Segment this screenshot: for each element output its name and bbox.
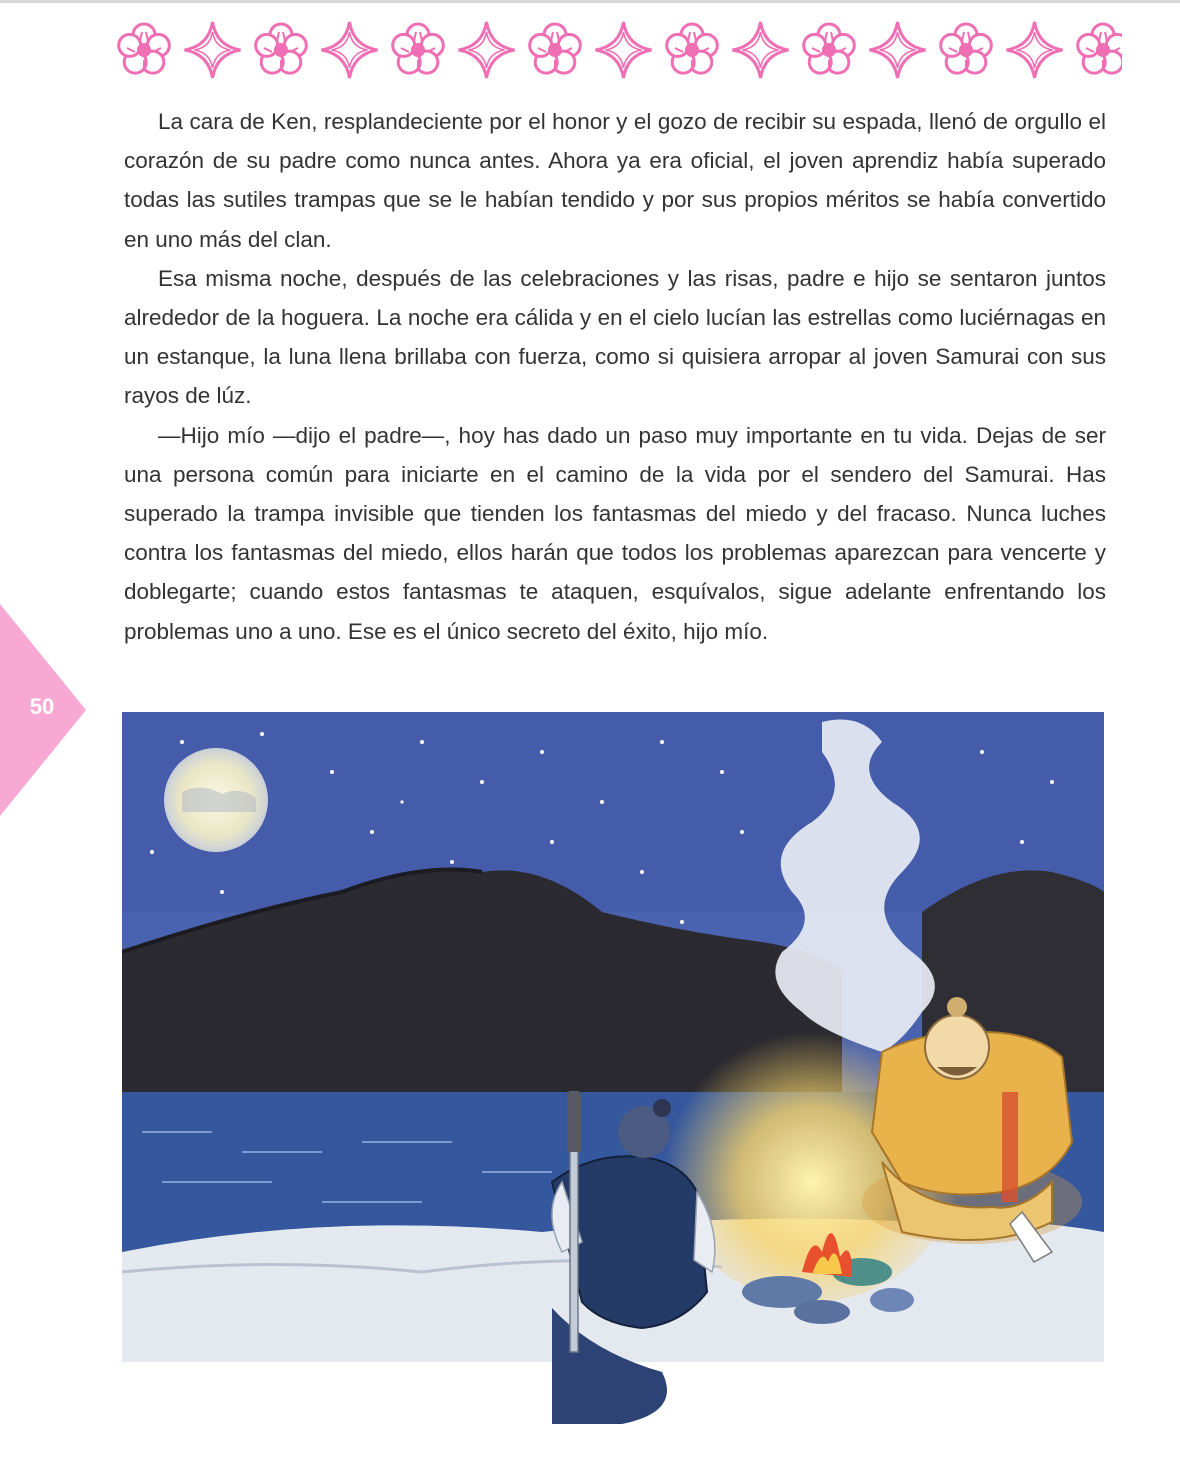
flower-icon	[667, 24, 718, 73]
flower-icon	[804, 24, 855, 73]
top-rule	[0, 0, 1180, 3]
flower-icon	[256, 24, 307, 73]
paragraph-3: —Hijo mío —dijo el padre—, hoy has dado un paso muy importante en tu vida. Dejas de ser una persona común para iniciarte en el camino de la vida por el sendero del Samurai. Has superado la trampa invisible que tienden los fantasmas del miedo y del fracaso. Nunca luches contra los fantasmas del miedo, ellos harán que todos los problemas aparezcan para vencerte y doblegarte; cuando estos fantasmas te ataquen, esquívalos, sigue adelante enfrentando los problemas uno a uno. Ese es el único secreto del éxito, hijo mío.	[124, 422, 1106, 644]
body-text	[124, 102, 1106, 651]
flower-icon	[530, 24, 581, 73]
diamond-star-icon	[1007, 22, 1063, 78]
ornament-band	[112, 16, 1122, 86]
diamond-star-icon	[185, 22, 241, 78]
flower-icon	[1078, 24, 1122, 73]
paragraph-2: Esa misma noche, después de las celebraciones y las risas, padre e hijo se sentaron juntos alrededor de la hoguera. La noche era cálida y en el cielo lucían las estrellas como luciérnagas en un estanque, la luna llena brillaba con fuerza, como si quisiera arropar al joven Samurai con sus rayos de lúz.	[124, 265, 1106, 409]
flower-icon	[119, 24, 170, 73]
page-number: 50	[29, 694, 55, 719]
diamond-star-icon	[459, 22, 515, 78]
diamond-star-icon	[322, 22, 378, 78]
flower-icon	[941, 24, 992, 73]
diamond-star-icon	[733, 22, 789, 78]
paragraph-1: La cara de Ken, resplandeciente por el honor y el gozo de recibir su espada, llenó de orgullo el corazón de su padre como nunca antes. Ahora ya era oficial, el joven aprendiz había superado todas las sutiles trampas que se le habían tendido y por sus propios méritos se había convertido en uno más del clan.	[124, 109, 1106, 252]
diamond-star-icon	[870, 22, 926, 78]
illustration	[122, 712, 1104, 1424]
diamond-star-icon	[596, 22, 652, 78]
flower-icon	[393, 24, 444, 73]
